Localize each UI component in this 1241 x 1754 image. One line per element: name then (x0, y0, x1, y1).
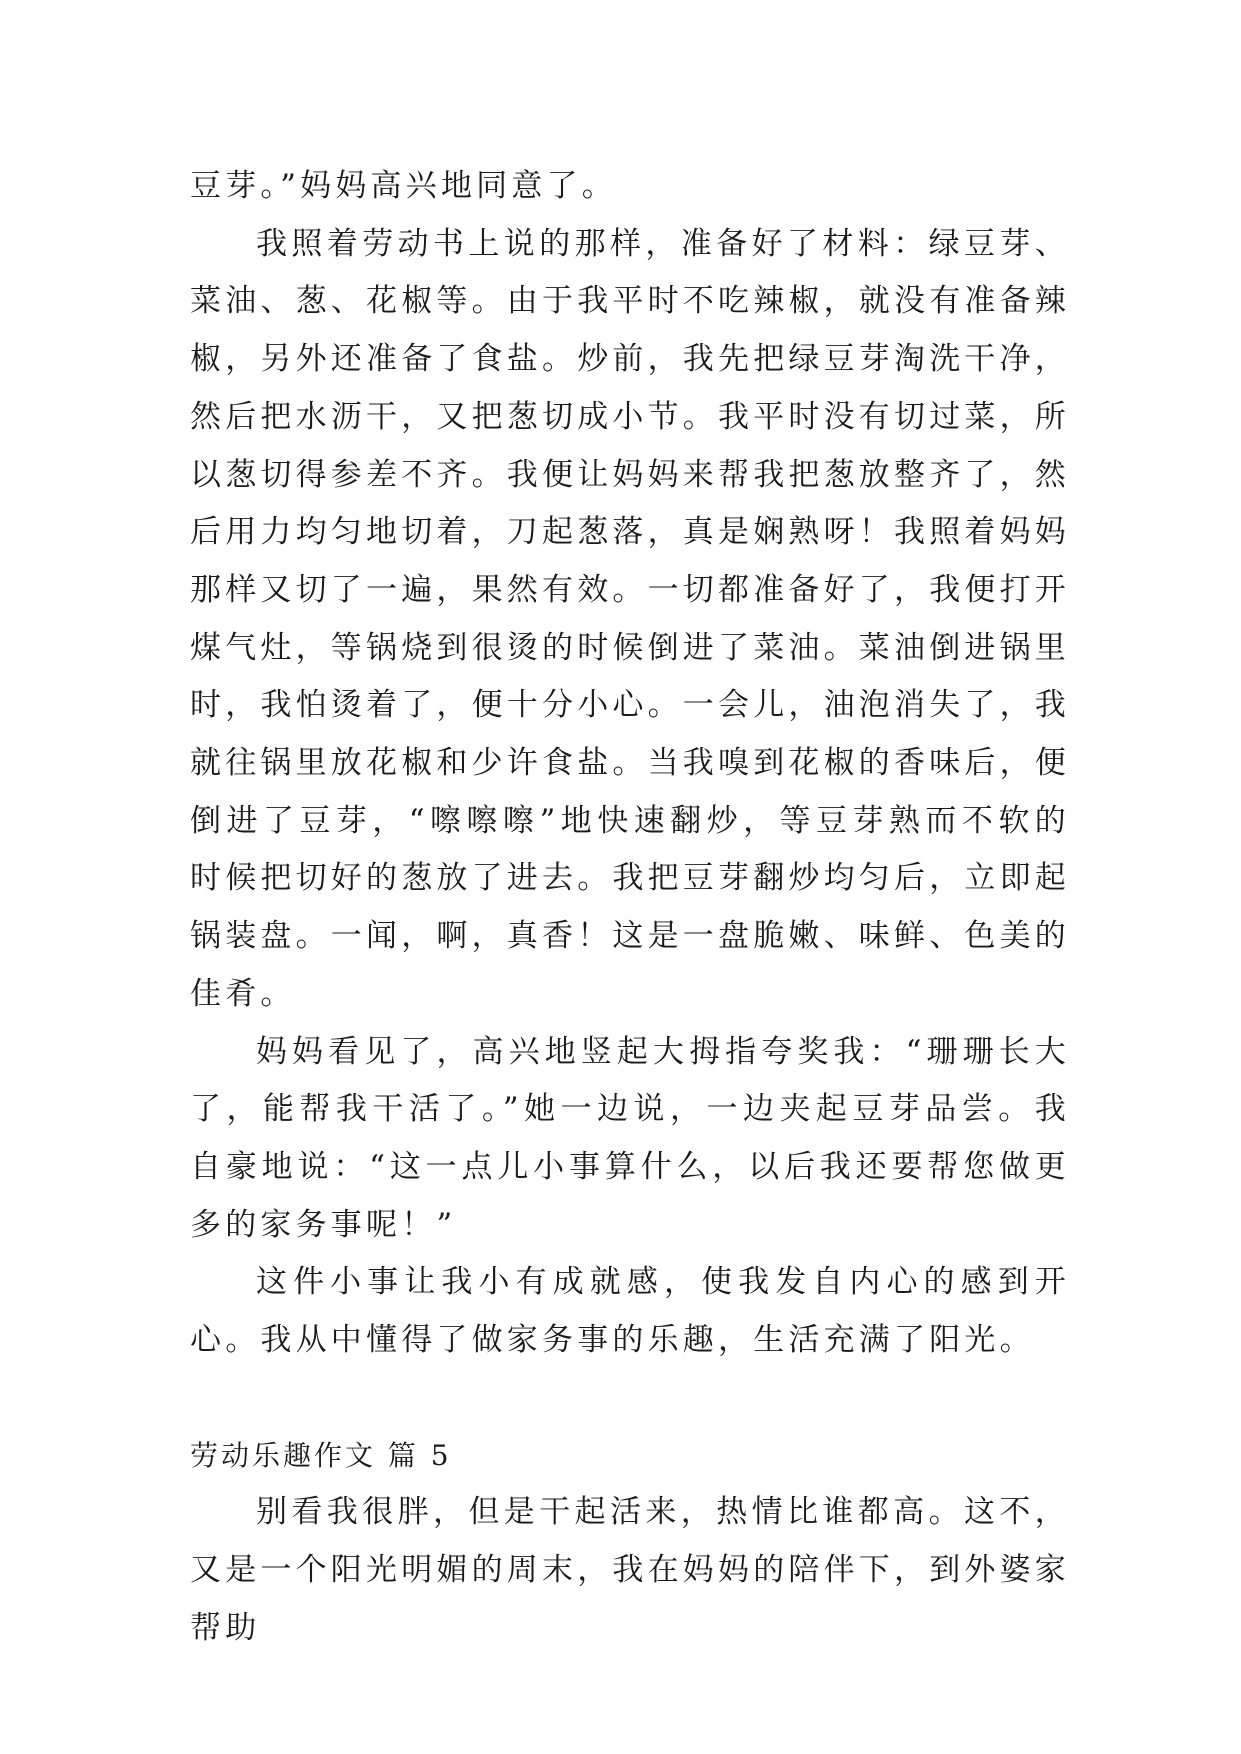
document-body (190, 158, 1070, 1658)
paragraph-conclusion: 这件小事让我小有成就感，使我发自内心的感到开心。我从中懂得了做家务事的乐趣，生活充满了阳光。 (190, 1264, 1070, 1359)
paragraph-mother-praise: 妈妈看见了，高兴地竖起大拇指夸奖我：“珊珊长大了，能帮我干活了。”她一边说，一边夹起豆芽品尝。我自豪地说：“这一点儿小事算什么，以后我还要帮您做更多的家务事呢！” (190, 1033, 1070, 1243)
paragraph-continuation: 豆芽。”妈妈高兴地同意了。 (190, 168, 617, 204)
paragraph-cooking: 我照着劳动书上说的那样，准备好了材料：绿豆芽、菜油、葱、花椒等。由于我平时不吃辣椒，就没有准备辣椒，另外还准备了食盐。炒前，我先把绿豆芽淘洗干净，然后把水沥干，又把葱切成小节。我平时没有切过菜，所以葱切得参差不齐。我便让妈妈来帮我把葱放整齐了，然后用力均匀地切着，刀起葱落，真是娴熟呀！我照着妈妈那样又切了一遍，果然有效。一切都准备好了，我便打开煤气灶，等锅烧到很烫的时候倒进了菜油。菜油倒进锅里时，我怕烫着了，便十分小心。一会儿，油泡消失了，我就往锅里放花椒和少许食盐。当我嗅到花椒的香味后，便倒进了豆芽，“嚓嚓嚓”地快速翻炒，等豆芽熟而不软的时候把切好的葱放了进去。我把豆芽翻炒均匀后，立即起锅装盘。一闻，啊，真香！这是一盘脆嫩、味鲜、色美的佳肴。 (190, 225, 1070, 1012)
section-heading: 劳动乐趣作文 篇 5 (190, 1438, 452, 1472)
paragraph-section5-opening: 别看我很胖，但是干起活来，热情比谁都高。这不，又是一个阳光明媚的周末，我在妈妈的陪伴下，到外婆家帮助 (190, 1494, 1070, 1646)
